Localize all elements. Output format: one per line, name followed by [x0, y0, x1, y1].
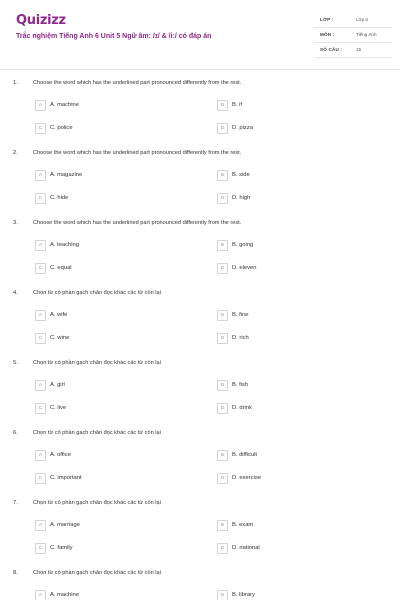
option-text: A. magazine: [50, 172, 83, 178]
option-letter-box[interactable]: C: [35, 473, 46, 484]
option-text: D. exercise: [232, 475, 261, 481]
question-number: 6.: [13, 430, 18, 436]
option-letter-box[interactable]: A: [35, 450, 46, 461]
option-letter-box[interactable]: C: [35, 543, 46, 554]
option-letter-box[interactable]: A: [35, 100, 46, 111]
option-text: A. teaching: [50, 242, 80, 248]
question-text: Chọn từ có phần gạch chân đọc khác các từ còn lại: [33, 360, 161, 366]
option-letter-box[interactable]: A: [35, 520, 46, 531]
question-text: Chọn từ có phần gạch chân đọc khác các từ còn lại: [33, 290, 161, 296]
option-letter-box[interactable]: D: [217, 123, 228, 134]
option-letter-box[interactable]: B: [217, 170, 228, 181]
option-text: A. marriage: [50, 522, 80, 528]
option-text: D. drink: [232, 405, 252, 411]
option-text: D. rich: [232, 335, 249, 341]
meta-row-subject: [314, 29, 392, 43]
worksheet-header: [0, 0, 400, 70]
worksheet-title: Trắc nghiệm Tiếng Anh 6 Unit 5 Ngữ âm: /ɪ/ & /iː/ có đáp án: [16, 33, 212, 40]
option-letter-box[interactable]: C: [35, 333, 46, 344]
question-number: 7.: [13, 500, 18, 506]
option-text: D. high: [232, 195, 251, 201]
option-text: B. library: [232, 592, 255, 598]
option-text: C. important: [50, 475, 82, 481]
option-text: C. live: [50, 405, 67, 411]
option-text: C. equal: [50, 265, 72, 271]
question-text: Choose the word which has the underlined part pronounced differently from the rest.: [33, 150, 242, 156]
option-letter-box[interactable]: D: [217, 543, 228, 554]
option-letter-box[interactable]: A: [35, 240, 46, 251]
option-text: B. if: [232, 102, 242, 108]
option-letter-box[interactable]: B: [217, 240, 228, 251]
option-text: B. exam: [232, 522, 254, 528]
meta-label: MÔN :: [320, 32, 335, 37]
quizizz-logo: Quizizz: [16, 13, 66, 28]
option-letter-box[interactable]: C: [35, 193, 46, 204]
option-letter-box[interactable]: B: [217, 310, 228, 321]
question-text: Chọn từ có phần gạch chân đọc khác các từ còn lại: [33, 500, 161, 506]
option-letter-box[interactable]: B: [217, 100, 228, 111]
question-text: Chọn từ có phần gạch chân đọc khác các từ còn lại: [33, 570, 161, 576]
question-number: 8.: [13, 570, 18, 576]
option-letter-box[interactable]: A: [35, 170, 46, 181]
option-text: A. machine: [50, 102, 79, 108]
meta-row-class: [314, 14, 392, 28]
option-text: B. side: [232, 172, 250, 178]
option-letter-box[interactable]: D: [217, 333, 228, 344]
question-number: 5.: [13, 360, 18, 366]
option-text: B. fish: [232, 382, 249, 388]
question-number: 1.: [13, 80, 18, 86]
question-text: Choose the word which has the underlined part pronounced differently from the rest.: [33, 220, 242, 226]
option-letter-box[interactable]: B: [217, 380, 228, 391]
meta-row-count: [314, 44, 392, 58]
option-text: C. wine: [50, 335, 70, 341]
option-text: B. fine: [232, 312, 249, 318]
option-text: A. girl: [50, 382, 65, 388]
option-letter-box[interactable]: D: [217, 473, 228, 484]
option-letter-box[interactable]: A: [35, 310, 46, 321]
meta-value: Lớp 6: [356, 17, 368, 22]
question-text: Choose the word which has the underlined part pronounced differently from the rest.: [33, 80, 242, 86]
option-text: A. machine: [50, 592, 79, 598]
question-number: 3.: [13, 220, 18, 226]
option-letter-box[interactable]: A: [35, 590, 46, 600]
option-text: C. hide: [50, 195, 69, 201]
meta-value: Tiếng Anh: [356, 32, 377, 37]
option-letter-box[interactable]: B: [217, 590, 228, 600]
option-text: D. eleven: [232, 265, 257, 271]
option-letter-box[interactable]: C: [35, 403, 46, 414]
meta-label: LỚP :: [320, 17, 334, 22]
option-text: B. difficult: [232, 452, 258, 458]
question-number: 4.: [13, 290, 18, 296]
option-text: C. family: [50, 545, 73, 551]
option-letter-box[interactable]: D: [217, 263, 228, 274]
question-number: 2.: [13, 150, 18, 156]
option-letter-box[interactable]: A: [35, 380, 46, 391]
option-text: B. going: [232, 242, 254, 248]
option-letter-box[interactable]: C: [35, 263, 46, 274]
meta-label: SỐ CÂU :: [320, 47, 343, 52]
question-text: Chọn từ có phần gạch chân đọc khác các từ còn lại: [33, 430, 161, 436]
option-letter-box[interactable]: D: [217, 193, 228, 204]
option-letter-box[interactable]: D: [217, 403, 228, 414]
option-letter-box[interactable]: C: [35, 123, 46, 134]
option-letter-box[interactable]: B: [217, 520, 228, 531]
option-text: D. pizza: [232, 125, 253, 131]
option-text: A. office: [50, 452, 71, 458]
option-text: D. national: [232, 545, 260, 551]
worksheet-meta: [314, 14, 392, 59]
option-text: C. police: [50, 125, 73, 131]
option-letter-box[interactable]: B: [217, 450, 228, 461]
meta-value: 15: [356, 47, 362, 52]
option-text: A. wife: [50, 312, 68, 318]
